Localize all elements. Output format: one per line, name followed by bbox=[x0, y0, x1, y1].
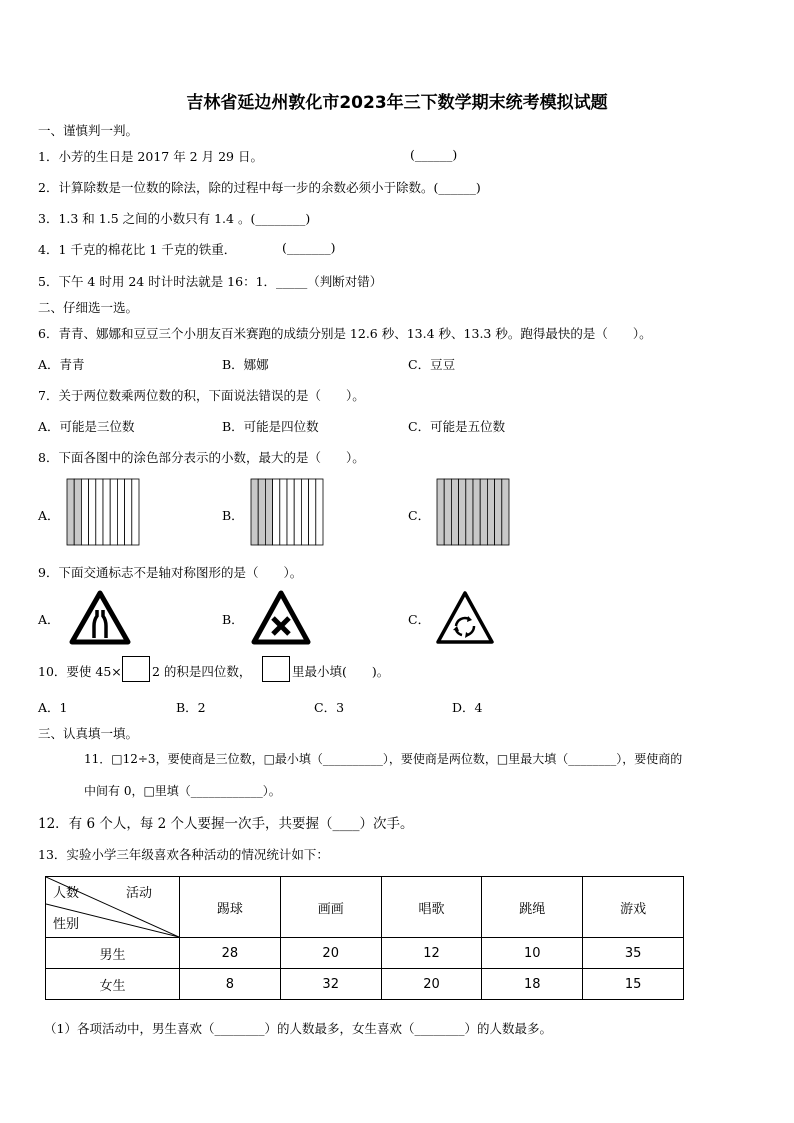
empty-strip bbox=[301, 479, 308, 545]
empty-strip bbox=[294, 479, 301, 545]
shaded-strip bbox=[437, 479, 444, 545]
table-cell: 28 bbox=[180, 938, 281, 969]
question-2: 2．计算除数是一位数的除法，除的过程中每一步的余数必须小于除数。(______) bbox=[38, 180, 481, 195]
table-cell: 10 bbox=[482, 938, 583, 969]
table-row bbox=[46, 969, 684, 1000]
shaded-strip bbox=[258, 479, 265, 545]
q8-figure-c bbox=[436, 478, 510, 546]
q8-figure-a bbox=[66, 478, 140, 546]
activity-stats-table bbox=[45, 876, 684, 1000]
corner-label-gender: 性别 bbox=[53, 917, 80, 932]
header-cell: 唱歌 bbox=[381, 877, 482, 938]
q7-option-c[interactable]: C．可能是五位数 bbox=[408, 419, 506, 434]
question-1: 1．小芳的生日是 2017 年 2 月 29 日。 bbox=[38, 149, 263, 164]
table-header-row bbox=[46, 877, 684, 938]
question-13-sub-1: （1）各项活动中，男生喜欢（________）的人数最多，女生喜欢（________）的人数最多。 bbox=[44, 1021, 552, 1036]
header-cell: 踢球 bbox=[180, 877, 281, 938]
empty-strip bbox=[309, 479, 316, 545]
shaded-strip bbox=[473, 479, 480, 545]
table-cell: 8 bbox=[180, 969, 281, 1000]
table-row bbox=[46, 938, 684, 969]
empty-strip bbox=[316, 479, 323, 545]
empty-strip bbox=[117, 479, 124, 545]
question-7: 7．关于两位数乘两位数的积，下面说法错误的是（ ）。 bbox=[38, 388, 365, 403]
q9-option-b[interactable]: B． bbox=[222, 612, 244, 627]
table-cell: 20 bbox=[381, 969, 482, 1000]
header-cell: 跳绳 bbox=[482, 877, 583, 938]
q7-option-b[interactable]: B．可能是四位数 bbox=[222, 419, 319, 434]
q8-figure-b bbox=[250, 478, 324, 546]
empty-strip bbox=[273, 479, 280, 545]
empty-strip bbox=[110, 479, 117, 545]
shaded-strip bbox=[67, 479, 74, 545]
question-6: 6．青青、娜娜和豆豆三个小朋友百米赛跑的成绩分别是 12.6 秒、13.4 秒、13.3 秒。跑得最快的是（ ）。 bbox=[38, 326, 652, 341]
section-heading-2: 二、仔细选一选。 bbox=[38, 300, 139, 315]
q10-blank-box-2[interactable] bbox=[262, 656, 290, 682]
question-4-blank[interactable]: (_______) bbox=[282, 240, 336, 255]
q8-option-c[interactable]: C． bbox=[408, 508, 431, 523]
question-12: 12．有 6 个人，每 2 个人要握一次手，共要握（____）次手。 bbox=[38, 816, 414, 832]
q7-option-a[interactable]: A．可能是三位数 bbox=[38, 419, 135, 434]
q9-option-c[interactable]: C． bbox=[408, 612, 431, 627]
q10-option-c[interactable]: C．3 bbox=[314, 700, 345, 715]
shaded-strip bbox=[466, 479, 473, 545]
q8-option-a[interactable]: A． bbox=[38, 508, 60, 523]
q10-text-mid: 2 的积是四位数， bbox=[152, 664, 252, 679]
header-cell: 画画 bbox=[280, 877, 381, 938]
crossroad-warning-sign-icon bbox=[250, 588, 312, 646]
shaded-strip bbox=[251, 479, 258, 545]
question-11-line-2: 中间有 0，□里填（____________）。 bbox=[84, 784, 281, 798]
table-cell: 15 bbox=[583, 969, 684, 1000]
question-11-line-1: 11．□12÷3，要使商是三位数，□最小填（__________），要使商是两位数，□里最大填（________），要使商的 bbox=[84, 752, 683, 766]
table-cell: 35 bbox=[583, 938, 684, 969]
table-corner-cell bbox=[46, 877, 180, 938]
roundabout-sign-icon bbox=[434, 588, 496, 646]
table-cell: 18 bbox=[482, 969, 583, 1000]
empty-strip bbox=[125, 479, 132, 545]
shaded-strip bbox=[74, 479, 81, 545]
q6-option-c[interactable]: C．豆豆 bbox=[408, 357, 456, 372]
question-13: 13．实验小学三年级喜欢各种活动的情况统计如下： bbox=[38, 847, 329, 862]
row-label: 男生 bbox=[46, 938, 180, 969]
shaded-strip bbox=[502, 479, 509, 545]
header-cell: 游戏 bbox=[583, 877, 684, 938]
empty-strip bbox=[96, 479, 103, 545]
q10-text-pre: 10．要使 45× bbox=[38, 664, 122, 679]
q6-option-b[interactable]: B．娜娜 bbox=[222, 357, 269, 372]
empty-strip bbox=[280, 479, 287, 545]
q10-option-d[interactable]: D．4 bbox=[452, 700, 483, 715]
table-cell: 12 bbox=[381, 938, 482, 969]
shaded-strip bbox=[495, 479, 502, 545]
q10-text-post: 里最小填( )。 bbox=[292, 664, 390, 679]
page-title: 吉林省延边州敦化市2023年三下数学期末统考模拟试题 bbox=[186, 93, 608, 113]
q10-blank-box-1[interactable] bbox=[122, 656, 150, 682]
corner-label-activity: 活动 bbox=[126, 886, 153, 901]
question-9: 9．下面交通标志不是轴对称图形的是（ ）。 bbox=[38, 565, 303, 580]
road-narrows-sign-icon bbox=[68, 588, 132, 646]
shaded-strip bbox=[480, 479, 487, 545]
q10-option-a[interactable]: A．1 bbox=[38, 700, 68, 715]
section-heading-3: 三、认真填一填。 bbox=[38, 726, 139, 741]
empty-strip bbox=[89, 479, 96, 545]
shaded-strip bbox=[444, 479, 451, 545]
shaded-strip bbox=[487, 479, 494, 545]
question-1-blank[interactable]: (______) bbox=[410, 147, 458, 162]
shaded-strip bbox=[459, 479, 466, 545]
question-8: 8．下面各图中的涂色部分表示的小数，最大的是（ ）。 bbox=[38, 450, 365, 465]
row-label: 女生 bbox=[46, 969, 180, 1000]
q8-option-b[interactable]: B． bbox=[222, 508, 244, 523]
shaded-strip bbox=[265, 479, 272, 545]
table-cell: 20 bbox=[280, 938, 381, 969]
question-3: 3．1.3 和 1.5 之间的小数只有 1.4 。(________) bbox=[38, 211, 311, 226]
q9-option-a[interactable]: A． bbox=[38, 612, 60, 627]
empty-strip bbox=[81, 479, 88, 545]
empty-strip bbox=[287, 479, 294, 545]
corner-label-count: 人数 bbox=[53, 886, 80, 901]
q6-option-a[interactable]: A．青青 bbox=[38, 357, 85, 372]
empty-strip bbox=[103, 479, 110, 545]
question-4: 4．1 千克的棉花比 1 千克的铁重． bbox=[38, 242, 237, 257]
shaded-strip bbox=[451, 479, 458, 545]
empty-strip bbox=[132, 479, 139, 545]
q10-option-b[interactable]: B．2 bbox=[176, 700, 206, 715]
table-cell: 32 bbox=[280, 969, 381, 1000]
question-5: 5．下午 4 时用 24 时计时法就是 16：1．_____（判断对错） bbox=[38, 274, 383, 289]
section-heading-1: 一、谨慎判一判。 bbox=[38, 123, 139, 138]
